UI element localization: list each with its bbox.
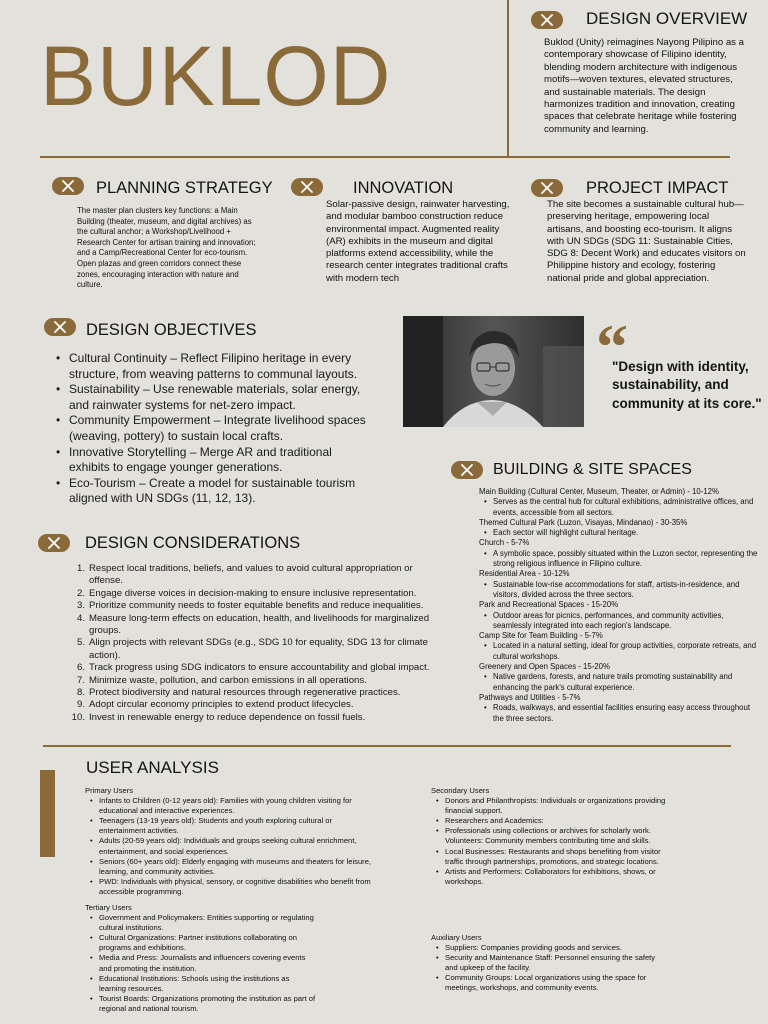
design-objectives-heading: DESIGN OBJECTIVES bbox=[86, 321, 257, 339]
list-item: • Teenagers (13-19 years old): Students and youth exploring cultural or entertainment activities. bbox=[85, 816, 375, 836]
list-item: • Cultural Organizations: Partner institutions collaborating on programs and exhibitions. bbox=[85, 933, 317, 953]
space-title: Residential Area - 10-12% bbox=[479, 569, 570, 579]
list-item: • Suppliers: Companies providing goods and services. bbox=[431, 943, 667, 953]
building-site-spaces-heading: BUILDING & SITE SPACES bbox=[493, 461, 692, 478]
list-item: 8. Protect biodiversity and natural resources through regenerative practices. bbox=[76, 687, 401, 699]
x-badge-icon bbox=[38, 534, 70, 552]
design-considerations-list bbox=[69, 563, 449, 724]
project-impact-text: The site becomes a sustainable cultural hub—preserving heritage, empowering local artisans, and boosting eco-tourism. It aligns with UN SDGs (SDG 11: Sustainable Cities, SDG 8: Decent Work) and educates visitors on Philippine history and ecology, fostering national pride and global appreciation. bbox=[547, 199, 746, 284]
tertiary-users-title: Tertiary Users bbox=[85, 903, 132, 912]
design-objectives-list bbox=[53, 351, 373, 507]
x-badge-icon bbox=[451, 461, 483, 479]
secondary-users bbox=[431, 786, 667, 887]
list-item: • Media and Press: Journalists and influencers covering events and promoting the institution. bbox=[85, 953, 317, 973]
list-item: • Cultural Continuity – Reflect Filipino heritage in every structure, from weaving patterns to communal layouts. bbox=[53, 351, 373, 382]
list-item: • Sustainable low-rise accommodations for staff, artists-in-residence, and visitors, divided across the three sectors. bbox=[479, 580, 759, 601]
building-site-spaces-list bbox=[479, 487, 759, 724]
innovation-text: Solar-passive design, rainwater harvesting, and modular bamboo construction reduce environmental impact. Augmented reality (AR) exhibits in the museum and digital platforms extend accessibility, while the research center integrates traditional crafts with modern tech bbox=[326, 199, 510, 284]
x-badge-icon bbox=[44, 318, 76, 336]
x-badge-icon bbox=[52, 177, 84, 195]
project-impact-heading: PROJECT IMPACT bbox=[586, 179, 729, 197]
list-item: • Outdoor areas for picnics, performances, and community activities, seamlessly integrated into each region's landscape. bbox=[479, 611, 759, 632]
space-title: Greenery and Open Spaces - 15-20% bbox=[479, 662, 610, 672]
quote-mark-icon: “ bbox=[596, 311, 628, 382]
design-overview-heading: DESIGN OVERVIEW bbox=[586, 9, 748, 28]
design-considerations-heading: DESIGN CONSIDERATIONS bbox=[85, 534, 301, 552]
list-item: 9. Adopt circular economy principles to extend product lifecycles. bbox=[76, 699, 354, 711]
list-item: • Local Businesses: Restaurants and shops benefiting from visitor traffic through partnerships, promotions, and strategic locations. bbox=[431, 847, 667, 867]
horizontal-divider bbox=[40, 156, 730, 158]
list-item: • Government and Policymakers: Entities supporting or regulating cultural institutions. bbox=[85, 913, 317, 933]
primary-users bbox=[85, 786, 375, 897]
list-item: • Tourist Boards: Organizations promoting the institution as part of regional and national tourism. bbox=[85, 994, 317, 1014]
planning-strategy-text: The master plan clusters key functions: a Main Building (theater, museum, and digital archives) as the cultural anchor; a Workshop/Livelihood + Research Center for artisan training and innovation; and a Camp/Recreational Center for eco-tourism. Open plazas and green corridors connect these zones, encouraging interaction with nature and culture. bbox=[77, 206, 256, 290]
portrait-photo bbox=[403, 316, 584, 427]
list-item: • Serves as the central hub for cultural exhibitions, administrative offices, and events, accessible from all sectors. bbox=[479, 497, 759, 518]
list-item: • Adults (20-59 years old): Individuals and groups seeking cultural enrichment, entertainment, and social experiences. bbox=[85, 836, 375, 856]
list-item: • Seniors (60+ years old): Elderly engaging with museums and theaters for leisure, learning, and community activities. bbox=[85, 857, 375, 877]
list-item: 5. Align projects with relevant SDGs (e.g., SDG 10 for equality, SDG 13 for climate action). bbox=[76, 637, 428, 661]
x-badge-icon bbox=[531, 179, 563, 197]
list-item: • Infants to Children (0-12 years old): Families with young children visiting for educational and interactive experiences. bbox=[85, 796, 375, 816]
secondary-users-title: Secondary Users bbox=[431, 786, 490, 795]
list-item: • Professionals using collections or archives for scholarly work. Volunteers: Community members contributing time and skills. bbox=[431, 826, 667, 846]
list-item: • Each sector will highlight cultural heritage. bbox=[479, 528, 759, 538]
list-item: • Researchers and Academics: bbox=[431, 816, 667, 826]
space-title: Pathways and Utilities - 5-7% bbox=[479, 692, 581, 702]
list-item: • Innovative Storytelling – Merge AR and traditional exhibits to engage younger generations. bbox=[53, 445, 373, 476]
list-item: • Located in a natural setting, ideal for group activities, corporate retreats, and cultural workshops. bbox=[479, 641, 759, 662]
quote-text: "Design with identity, sustainability, and community at its core." bbox=[612, 359, 762, 411]
horizontal-divider bbox=[43, 745, 731, 747]
list-item: • Sustainability – Use renewable materials, solar energy, and rainwater systems for net-zero impact. bbox=[53, 382, 373, 413]
list-item: 6. Track progress using SDG indicators to ensure accountability and global impact. bbox=[76, 662, 430, 674]
space-title: Themed Cultural Park (Luzon, Visayas, Mindanao) - 30-35% bbox=[479, 517, 688, 527]
tertiary-users bbox=[85, 903, 317, 1014]
planning-strategy-heading: PLANNING STRATEGY bbox=[96, 179, 273, 197]
accent-bar bbox=[40, 770, 55, 857]
primary-users-title: Primary Users bbox=[85, 786, 134, 795]
list-item: 3. Prioritize community needs to foster equitable benefits and reduce inequalities. bbox=[76, 600, 424, 612]
innovation-heading: INNOVATION bbox=[353, 179, 454, 197]
list-item: • Donors and Philanthropists: Individuals or organizations providing financial support. bbox=[431, 796, 667, 816]
auxiliary-users-title: Auxiliary Users bbox=[431, 933, 482, 942]
list-item: • Community Empowerment – Integrate livelihood spaces (weaving, pottery) to sustain local crafts. bbox=[53, 413, 373, 444]
list-item: • Community Groups: Local organizations using the space for meetings, workshops, and community events. bbox=[431, 973, 667, 993]
list-item: • Artists and Performers: Collaborators for exhibitions, shows, or workshops. bbox=[431, 867, 667, 887]
x-badge-icon bbox=[531, 11, 563, 29]
list-item: 4. Measure long-term effects on education, health, and livelihoods for marginalized groups. bbox=[76, 612, 430, 637]
list-item: • Roads, walkways, and essential facilities ensuring easy access throughout the three sectors. bbox=[479, 703, 759, 724]
space-title: Park and Recreational Spaces - 15-20% bbox=[479, 600, 619, 610]
auxiliary-users bbox=[431, 933, 667, 994]
list-item: • Educational Institutions: Schools using the institutions as learning resources. bbox=[85, 974, 317, 994]
design-overview-text: Buklod (Unity) reimagines Nayong Pilipino as a contemporary showcase of Filipino identity, blending modern architecture with indigenous motifs—woven textures, elevated structures, and sustainable materials. The design harmonizes tradition and innovation, creating spaces that celebrate heritage while fostering community and learning. bbox=[544, 37, 744, 135]
vertical-divider bbox=[507, 0, 509, 157]
list-item: • Security and Maintenance Staff: Personnel ensuring the safety and upkeep of the facility. bbox=[431, 953, 667, 973]
user-analysis-heading: USER ANALYSIS bbox=[86, 758, 219, 777]
list-item: 7. Minimize waste, pollution, and carbon emissions in all operations. bbox=[76, 674, 367, 686]
list-item: 1. Respect local traditions, beliefs, and values to avoid cultural appropriation or offense. bbox=[76, 563, 413, 587]
space-title: Main Building (Cultural Center, Museum, Theater, or Admin) - 10-12% bbox=[479, 487, 719, 496]
space-title: Church - 5-7% bbox=[479, 538, 530, 548]
list-item: 10. Invest in renewable energy to reduce dependence on fossil fuels. bbox=[71, 711, 366, 723]
x-badge-icon bbox=[291, 178, 323, 196]
list-item: • PWD: Individuals with physical, sensory, or cognitive disabilities who benefit from accessible programming. bbox=[85, 877, 375, 897]
list-item: 2. Engage diverse voices in decision-making to ensure inclusive representation. bbox=[76, 587, 417, 599]
space-title: Camp Site for Team Building - 5-7% bbox=[479, 631, 603, 641]
page-title: BUKLOD bbox=[40, 29, 392, 123]
list-item: • Native gardens, forests, and nature trails promoting sustainability and enhancing the park's cultural experience. bbox=[479, 672, 759, 693]
list-item: • Eco-Tourism – Create a model for sustainable tourism aligned with UN SDGs (11, 12, 13). bbox=[53, 476, 373, 507]
list-item: • A symbolic space, possibly situated within the Luzon sector, representing the strong religious influence in Filipino culture. bbox=[479, 549, 759, 570]
